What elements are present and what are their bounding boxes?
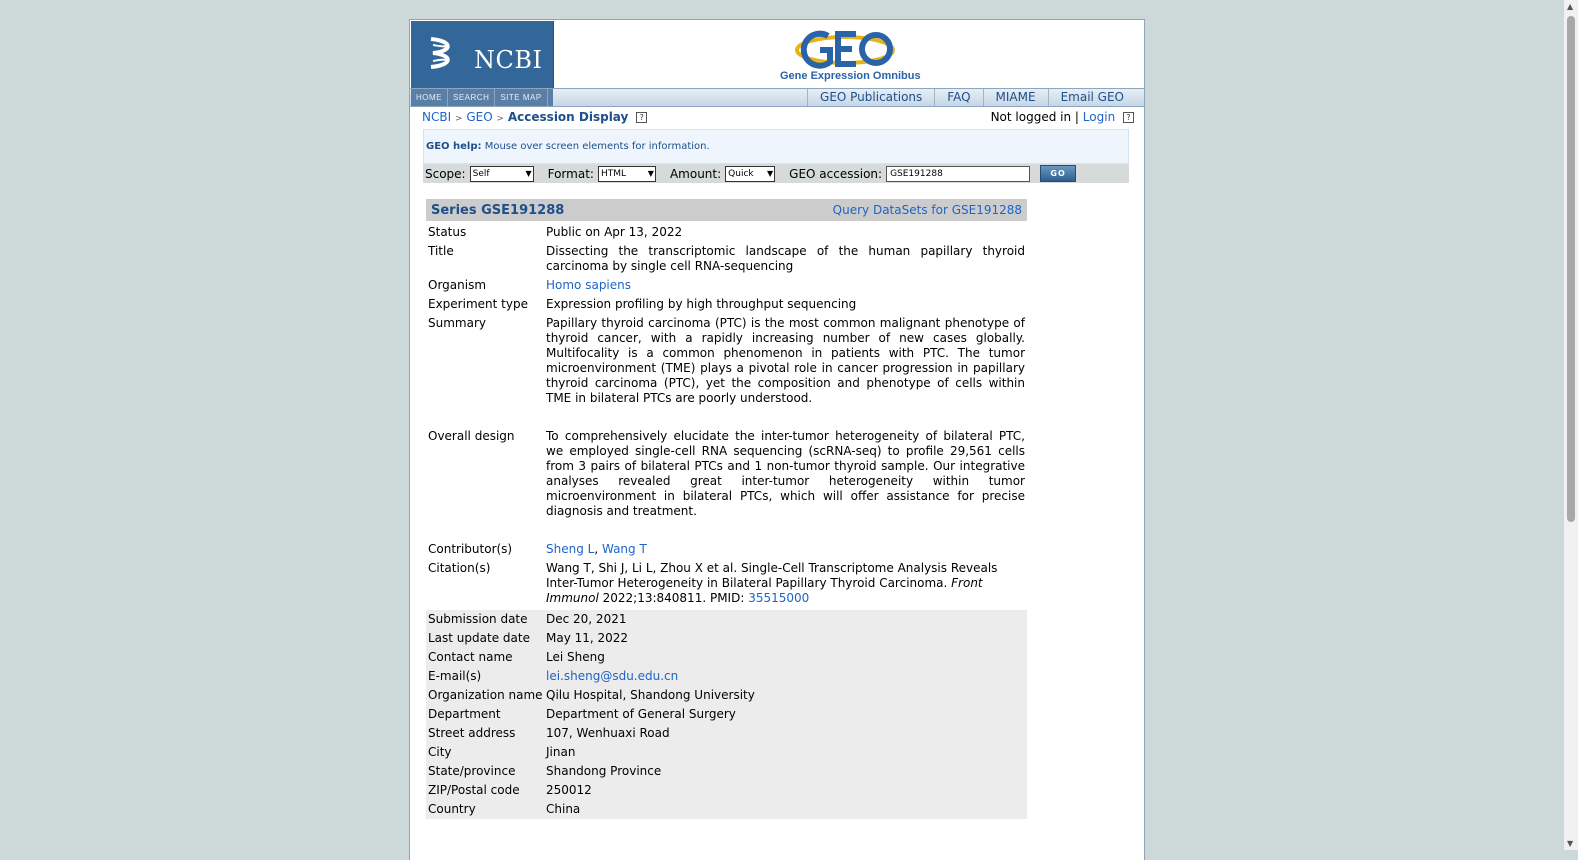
scope-label: Scope: (425, 166, 466, 181)
overall-design-key: Overall design (428, 429, 515, 443)
contact-value: 250012 (546, 783, 592, 797)
help-question-icon[interactable]: ? (636, 112, 647, 123)
breadcrumb-separator: > (496, 114, 505, 124)
geo-logo-mark-icon (790, 26, 900, 70)
organism-link[interactable]: Homo sapiens (546, 278, 632, 292)
login-separator: | (1074, 110, 1079, 124)
experiment-type-row (426, 297, 1027, 312)
contact-key: Country (428, 802, 476, 816)
login-link[interactable]: Login (1082, 110, 1116, 124)
contact-row (426, 705, 1027, 724)
login-status: Not logged in (990, 110, 1072, 124)
email-link[interactable]: lei.sheng@sdu.edu.cn (546, 669, 679, 683)
ncbi-logo[interactable] (411, 21, 554, 88)
contributor-link[interactable]: Wang T (601, 542, 647, 556)
contact-value: Department of General Surgery (546, 707, 736, 721)
contact-value: Lei Sheng (546, 650, 605, 664)
citation-text: Wang T, Shi J, Li L, Zhou X et al. Single-Cell Transcriptome Analysis Reveals Inter-Tumor Heterogeneity in Bilateral Papillary Thyroid Carcinoma. (546, 561, 998, 590)
contact-row (426, 629, 1027, 648)
organism-row (426, 278, 1027, 293)
contact-row (426, 686, 1027, 705)
contact-row (426, 781, 1027, 800)
contact-key: Last update date (428, 631, 530, 645)
nav-faq-link[interactable]: FAQ (934, 89, 982, 106)
organism-key: Organism (428, 278, 487, 292)
scope-select[interactable]: Self ▼ (470, 166, 534, 182)
ncbi-nav (411, 89, 553, 106)
contributors-row (426, 542, 1027, 557)
contact-key: Street address (428, 726, 516, 740)
nav-miame-link[interactable]: MIAME (983, 89, 1048, 106)
contact-value: 107, Wenhuaxi Road (546, 726, 670, 740)
status-value: Public on Apr 13, 2022 (546, 225, 683, 239)
contact-value: China (546, 802, 581, 816)
geo-nav (807, 89, 1136, 106)
series-header (426, 199, 1027, 221)
title-key: Title (428, 244, 454, 258)
contact-key: Submission date (428, 612, 528, 626)
breadcrumb-ncbi-link[interactable]: NCBI (422, 110, 452, 124)
pmid-link[interactable]: 35515000 (748, 591, 810, 605)
contact-value: Qilu Hospital, Shandong University (546, 688, 755, 702)
status-key: Status (428, 225, 467, 239)
page-container (409, 19, 1145, 860)
contributor-link[interactable]: Sheng L (546, 542, 595, 556)
scrollbar-thumb[interactable] (1567, 16, 1575, 522)
geo-logo[interactable] (780, 26, 921, 86)
nav-home-link[interactable]: HOME (411, 89, 448, 106)
dna-helix-icon (423, 33, 463, 73)
breadcrumb-separator: > (454, 114, 463, 124)
contact-key: ZIP/Postal code (428, 783, 520, 797)
experiment-type-key: Experiment type (428, 297, 528, 311)
nav-geo-publications-link[interactable]: GEO Publications (807, 89, 934, 106)
contributor-separator: , (594, 542, 602, 556)
nav-bar (410, 88, 1144, 107)
login-area (991, 109, 1134, 125)
help-label: GEO help: (426, 141, 482, 152)
overall-design-value: To comprehensively elucidate the inter-tumor heterogeneity of bilateral PTC, we employed single-cell RNA sequencing (scRNA-seq) to profile 29,561 cells from 3 pairs of bilateral PTCs and 1 non-tumor thyroid sample. Our integrative analyses revealed great inter-tumor heterogeneity within tumor microenvironment in bilateral PTCs, which will offer assistance for precise diagnosis and treatment. (546, 429, 1025, 518)
contact-row (426, 762, 1027, 781)
nav-search-link[interactable]: SEARCH (448, 89, 495, 106)
title-row (426, 244, 1027, 274)
contact-value: May 11, 2022 (546, 631, 629, 645)
experiment-type-value: Expression profiling by high throughput sequencing (546, 297, 857, 311)
contact-row (426, 610, 1027, 629)
contact-row (426, 648, 1027, 667)
format-label: Format: (547, 166, 594, 181)
title-value: Dissecting the transcriptomic landscape of the human papillary thyroid carcinoma by single cell RNA-sequencing (546, 244, 1025, 273)
contact-key: Organization name (428, 688, 543, 702)
breadcrumb (422, 109, 647, 127)
vertical-scrollbar[interactable] (1564, 0, 1578, 850)
accession-toolbar (423, 164, 1129, 183)
geo-help-box (423, 129, 1129, 164)
scroll-up-arrow-icon[interactable]: ▲ (1567, 2, 1574, 11)
contact-value: Jinan (546, 745, 576, 759)
help-text: Mouse over screen elements for information. (481, 141, 710, 152)
series-title: Series GSE191288 (431, 202, 565, 218)
citation-journal: Front Immunol (546, 576, 983, 605)
status-row (426, 225, 1027, 240)
format-select[interactable]: HTML ▼ (598, 166, 656, 182)
contact-value: Dec 20, 2021 (546, 612, 627, 626)
citation-row (426, 561, 1027, 610)
summary-value: Papillary thyroid carcinoma (PTC) is the most common malignant phenotype of thyroid cancer, with a rapidly increasing number of new cases globally. Multifocality is a common phenomenon in patients with PTC. The tumor microenvironment (TME) plays a pivotal role in cancer progression in papillary thyroid carcinoma (PTC), yet the composition and phenotype of cells within TME in bilateral PTCs are poorly understood. (546, 316, 1025, 405)
accession-input[interactable]: GSE191288 (886, 166, 1030, 182)
geo-tagline: Gene Expression Omnibus (780, 70, 921, 82)
scroll-down-arrow-icon[interactable]: ▼ (1567, 839, 1574, 848)
contact-row (426, 724, 1027, 743)
citation-key: Citation(s) (428, 561, 491, 575)
summary-key: Summary (428, 316, 486, 330)
breadcrumb-geo-link[interactable]: GEO (466, 110, 493, 124)
accession-label: GEO accession: (789, 166, 883, 181)
ncbi-wordmark: NCBI (474, 46, 543, 74)
nav-email-geo-link[interactable]: Email GEO (1048, 89, 1136, 106)
go-button[interactable]: GO (1040, 165, 1076, 182)
contact-key: E-mail(s) (428, 669, 482, 683)
contact-table (426, 610, 1027, 819)
query-datasets-link[interactable]: Query DataSets for GSE191288 (832, 203, 1022, 217)
amount-label: Amount: (669, 166, 722, 181)
breadcrumb-current: Accession Display (507, 110, 629, 124)
help-question-icon[interactable]: ? (1123, 112, 1134, 123)
nav-sitemap-link[interactable]: SITE MAP (495, 89, 547, 106)
contact-key: City (428, 745, 452, 759)
series-table (426, 199, 1027, 819)
contact-key: State/province (428, 764, 516, 778)
contact-row (426, 800, 1027, 819)
overall-design-row (426, 429, 1027, 538)
contact-row (426, 667, 1027, 686)
contributors-key: Contributor(s) (428, 542, 513, 556)
contact-key: Contact name (428, 650, 513, 664)
contact-row (426, 743, 1027, 762)
amount-select[interactable]: Quick ▼ (725, 166, 775, 182)
summary-row (426, 316, 1027, 425)
contact-value: Shandong Province (546, 764, 662, 778)
citation-rest: 2022;13:840811. PMID: (598, 591, 749, 605)
contact-key: Department (428, 707, 501, 721)
